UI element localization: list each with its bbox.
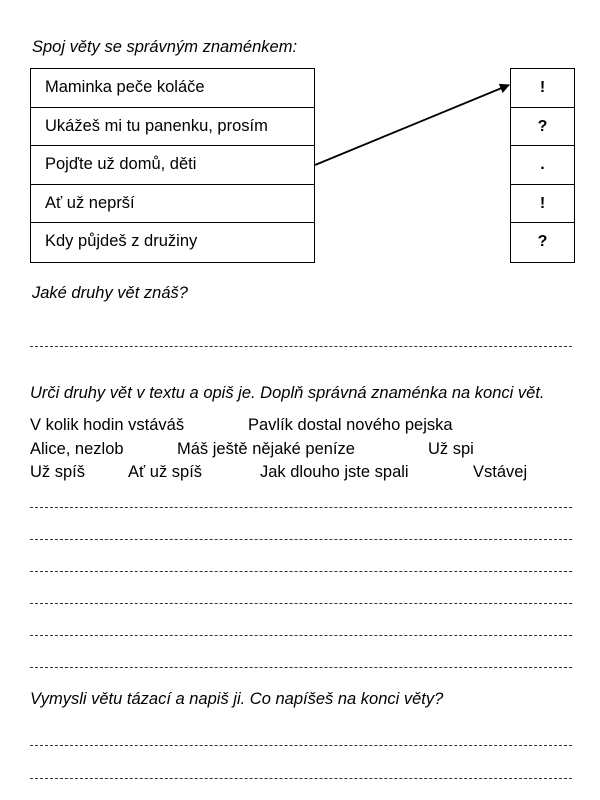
- sentence-cell: Pojďte už domů, děti: [31, 146, 314, 185]
- punctuation-table: [510, 68, 575, 263]
- instruction-invent: Vymysli větu tázací a napiš ji. Co napíšeš na konci věty?: [30, 690, 444, 708]
- text-sentence: V kolik hodin vstáváš: [30, 416, 185, 434]
- sentences-table: [30, 68, 315, 263]
- instruction-determine: Urči druhy vět v textu a opiš je. Doplň správná znaménka na konci vět.: [30, 384, 545, 402]
- sentence-cell: Maminka peče koláče: [31, 69, 314, 108]
- punctuation-cell: !: [511, 69, 574, 108]
- punctuation-cell: !: [511, 185, 574, 224]
- instruction-kinds: Jaké druhy vět znáš?: [32, 284, 188, 302]
- punctuation-cell: ?: [511, 108, 574, 147]
- instruction-connect: Spoj věty se správným znaménkem:: [32, 38, 298, 56]
- text-sentence: Jak dlouho jste spali: [260, 463, 409, 481]
- answer-line[interactable]: [30, 346, 572, 347]
- answer-line[interactable]: [30, 778, 572, 779]
- sentence-cell: Kdy půjdeš z družiny: [45, 232, 198, 250]
- answer-line[interactable]: [30, 745, 572, 746]
- sentence-cell: Ať už neprší: [31, 185, 314, 224]
- answer-line[interactable]: [30, 507, 572, 508]
- text-sentence: Už spi: [428, 440, 474, 458]
- answer-line[interactable]: [30, 635, 572, 636]
- answer-line[interactable]: [30, 603, 572, 604]
- punctuation-cell: .: [511, 146, 574, 185]
- answer-line[interactable]: [30, 539, 572, 540]
- text-sentence: Ať už spíš: [128, 463, 203, 481]
- sentence-cell: Ukážeš mi tu panenku, prosím: [31, 108, 314, 147]
- text-sentence: Máš ještě nějaké peníze: [177, 440, 355, 458]
- text-sentence: Pavlík dostal nového pejska: [248, 416, 453, 434]
- text-sentence: Vstávej: [473, 463, 528, 481]
- text-sentence: Už spíš: [30, 463, 86, 481]
- answer-line[interactable]: [30, 571, 572, 572]
- answer-line[interactable]: [30, 667, 572, 668]
- arrow-line: [315, 85, 509, 165]
- punctuation-cell: ?: [537, 233, 548, 250]
- text-sentence: Alice, nezlob: [30, 440, 124, 458]
